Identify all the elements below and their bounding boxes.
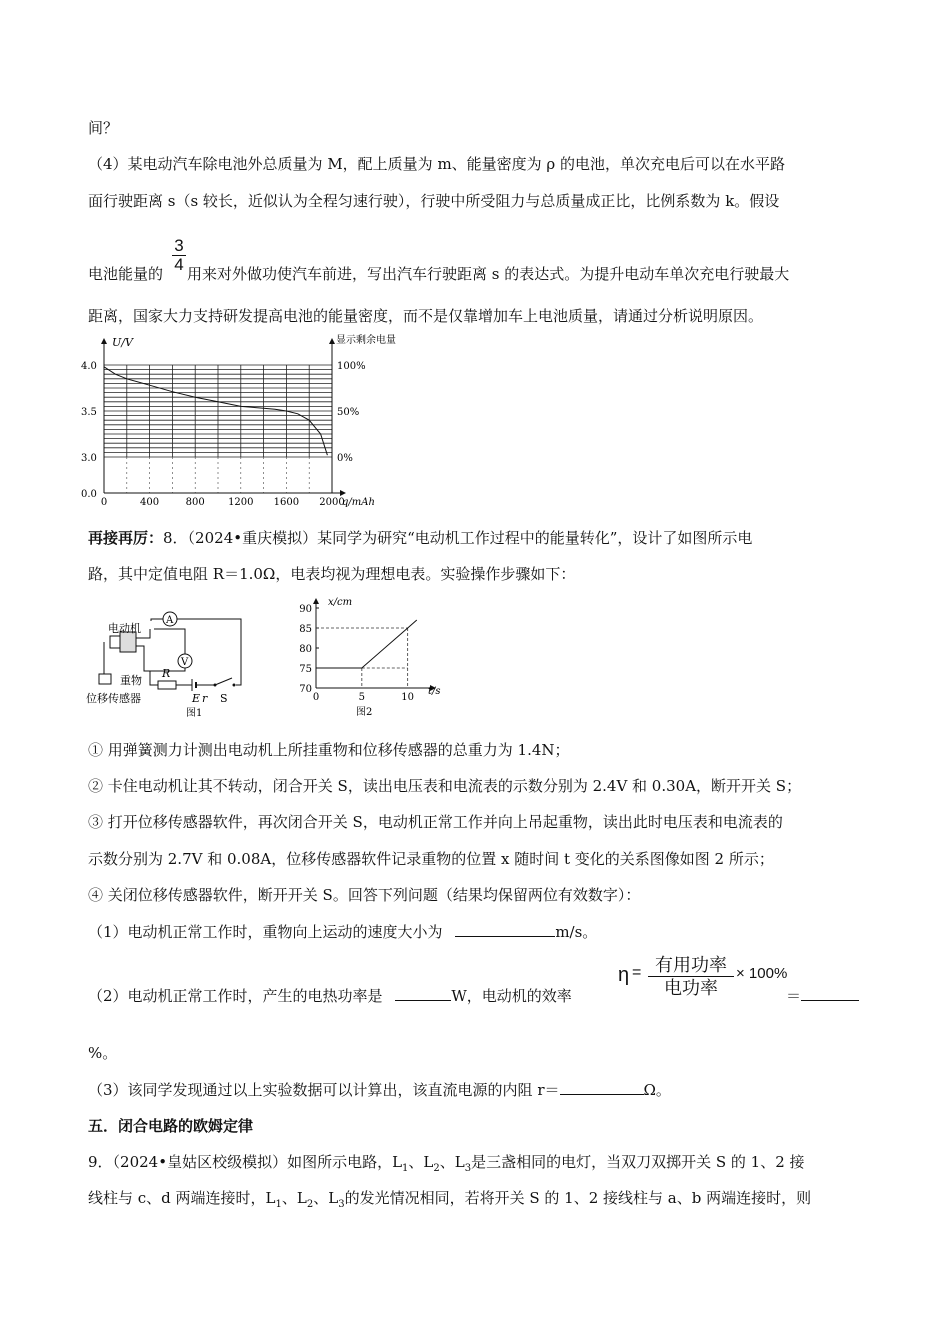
section-heading: 五．闭合电路的欧姆定律: [88, 1117, 254, 1135]
y2-tick-label: 100%: [337, 361, 366, 372]
motor-label: 电动机: [108, 622, 141, 635]
question-2: [88, 985, 572, 1006]
encouragement-label: 再接再厉：: [88, 529, 164, 547]
answer-blank-speed[interactable]: [455, 921, 555, 937]
text-line: 9．（2024•皇姑区校级模拟）如图所示电路，$L_1$、$L_2$、$L_3$是三盏相同的电灯，当双刀双掷开关 S 的 1、2 接: [88, 1153, 805, 1174]
text-line: 距离，国家大力支持研发提高电池的能量密度，而不是仅靠增加车上电池质量，请通过分析说明原因。: [88, 307, 764, 325]
text-segment: 电池能量的: [88, 265, 164, 283]
text-line: [88, 264, 789, 284]
y-tick-label: 85: [299, 624, 312, 635]
x-tick-label: 800: [185, 497, 205, 508]
y-tick-label: 4.0: [81, 361, 97, 372]
fraction-denominator: 4: [172, 255, 186, 274]
x-tick-label: 0: [100, 497, 108, 508]
fraction-three-quarters: [172, 236, 186, 274]
wire: [151, 619, 163, 621]
y-axis-arrow: [313, 598, 319, 604]
question-1: [88, 921, 597, 942]
text-line: ③ 打开位移传感器软件，再次闭合开关 S，电动机正常工作并向上吊起重物，读出此时电压表和电流表的: [88, 813, 783, 831]
question-3: [88, 1079, 671, 1100]
text-line: 线柱与 c、d 两端连接时，$L_1$、$L_2$、$L_3$的发光情况相同，若将开关 S 的 1、2 接线柱与 a、b 两端连接时，则: [88, 1189, 812, 1210]
text-line: 面行驶距离 s（s 较长，近似认为全程匀速行驶），行驶中所受阻力与总质量成正比，比例系数为 k。假设: [88, 192, 780, 210]
formula-multiplier: × 100%: [736, 965, 788, 982]
text-line: 示数分别为 2.7V 和 0.08A，位移传感器软件记录重物的位置 x 随时间 t 变化的关系图像如图 2 所示；: [88, 850, 774, 868]
battery-voltage-chart: [80, 330, 410, 510]
text-line: %。: [88, 1044, 118, 1062]
x-axis-label: q/mAh: [342, 497, 375, 508]
fraction-numerator: 3: [174, 236, 184, 255]
y-tick-label: 0.0: [81, 489, 97, 500]
x-tick-label: 10: [401, 692, 415, 703]
position-time-chart: [292, 594, 452, 720]
emf-label: E: [192, 692, 201, 705]
formula-denominator: 电功率: [648, 976, 734, 999]
motor-shaft: [110, 636, 120, 648]
voltmeter-label: V: [181, 657, 189, 668]
x-axis-label: t/s: [428, 686, 441, 697]
x-tick-label: 400: [140, 497, 160, 508]
figure-caption: 图1: [186, 708, 203, 719]
text-line: ② 卡住电动机让其不转动，闭合开关 S，读出电压表和电流表的示数分别为 2.4V 和 0.30A，断开开关 S；: [88, 777, 802, 795]
switch-symbol: [215, 678, 232, 685]
formula-numerator: 有用功率: [655, 955, 727, 975]
text-line: 路，其中定值电阻 R＝1.0Ω，电表均视为理想电表。实验操作步骤如下：: [88, 565, 576, 583]
y-tick-label: 75: [299, 664, 312, 675]
text-line: [88, 528, 752, 548]
text-segment: Ω。: [643, 1081, 671, 1099]
y-axis-label: U/V: [112, 336, 133, 349]
text-segment: ＝: [786, 987, 802, 1005]
y-axis-label: x/cm: [328, 597, 353, 608]
wire: [154, 629, 185, 654]
text-segment: W，电动机的效率: [451, 987, 572, 1005]
weight-symbol: [99, 674, 111, 684]
y-tick-label: 80: [299, 644, 312, 655]
circuit-figure: [84, 598, 254, 720]
x-tick-label: 1600: [273, 497, 300, 508]
resistor-symbol: [158, 681, 176, 689]
text-segment: （3）该同学发现通过以上实验数据可以计算出，该直流电源的内阻 r＝: [88, 1081, 560, 1099]
eta-symbol: η: [618, 964, 630, 986]
text-line: ④ 关闭位移传感器软件，断开开关 S。回答下列问题（结果均保留两位有效数字）：: [88, 886, 641, 904]
x-tick-label: 0: [312, 692, 320, 703]
motor-body: [120, 632, 136, 652]
text-line: （4）某电动汽车除电池外总质量为 M，配上质量为 m、能量密度为 ρ 的电池，单次充电后可以在水平路: [88, 155, 786, 173]
text-segment: （1）电动机正常工作时，重物向上运动的速度大小为: [88, 923, 443, 941]
text-segment: 用来对外做功使汽车前进，写出汽车行驶距离 s 的表达式。为提升电动车单次充电行驶最大: [187, 265, 790, 283]
y-tick-label: 3.5: [81, 407, 97, 418]
answer-blank-internal-resistance[interactable]: [560, 1079, 644, 1095]
text-segment: 8．（2024•重庆模拟）某同学为研究“电动机工作过程中的能量转化”，设计了如图所示电: [163, 529, 753, 547]
position-line: [316, 620, 417, 668]
x-tick-label: 2000: [319, 497, 345, 508]
answer-blank-efficiency[interactable]: [801, 985, 859, 1001]
equals-sign: =: [632, 964, 642, 981]
y-tick-label: 90: [299, 604, 312, 615]
y2-axis-label: 显示剩余电量: [336, 335, 396, 346]
x-tick-label: 5: [358, 692, 366, 703]
text-line: 间？: [88, 119, 119, 137]
x-axis-arrow: [340, 490, 346, 496]
resistor-label: R: [162, 667, 171, 680]
y2-axis-arrow: [329, 338, 335, 344]
figure-caption: 图2: [356, 707, 373, 718]
text-segment: （2）电动机正常工作时，产生的电热功率是: [88, 987, 383, 1005]
y-tick-label: 3.0: [81, 453, 97, 464]
chart-grid: [104, 365, 332, 493]
text-line: ① 用弹簧测力计测出电动机上所挂重物和位移传感器的总重力为 1.4N；: [88, 741, 570, 759]
efficiency-formula: [618, 952, 790, 1000]
wire: [177, 619, 241, 685]
text-segment: m/s。: [555, 923, 598, 941]
sensor-label: 位移传感器: [86, 692, 141, 705]
y2-tick-label: 50%: [337, 407, 360, 418]
y-tick-label: 70: [299, 684, 312, 695]
x-tick-label: 1200: [228, 497, 254, 508]
ammeter-label: A: [166, 615, 174, 626]
y-axis-arrow: [101, 338, 107, 344]
switch-label: S: [220, 692, 228, 705]
internal-resistance-label: r: [202, 692, 208, 705]
question-2-answer: [786, 985, 859, 1006]
y2-tick-label: 0%: [337, 453, 353, 464]
weight-label: 重物: [120, 674, 142, 687]
answer-blank-heat-power[interactable]: [395, 985, 451, 1001]
